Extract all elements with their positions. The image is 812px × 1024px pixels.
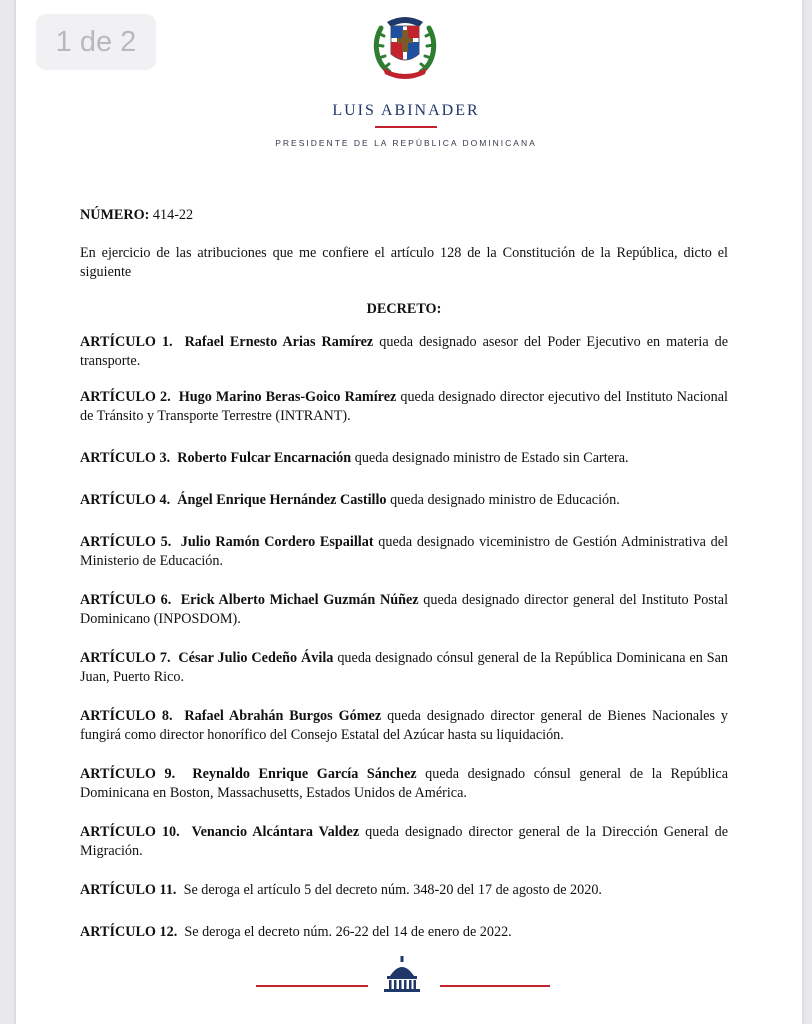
article-12 xyxy=(80,923,728,942)
article-label: ARTÍCULO 3. xyxy=(80,450,171,466)
article-text: queda designado director ejecutivo del Instituto Nacional de Tránsito y Transporte Terrestre (INTRANT). xyxy=(80,389,728,424)
article-11 xyxy=(80,881,728,900)
decree-heading: DECRETO: xyxy=(366,301,442,317)
article-appointee: Rafael Abrahán Burgos Gómez xyxy=(184,708,382,724)
article-label: ARTÍCULO 1. xyxy=(80,334,173,350)
article-appointee: César Julio Cedeño Ávila xyxy=(178,650,334,666)
president-name: LUIS ABINADER xyxy=(332,102,480,119)
article-appointee: Julio Ramón Cordero Espaillat xyxy=(180,534,374,550)
article-appointee: Hugo Marino Beras-Goico Ramírez xyxy=(178,389,397,405)
coat-of-arms-icon xyxy=(371,10,439,80)
decree-number xyxy=(80,206,728,225)
article-text: queda designado cónsul general de la República Dominicana en San Juan, Puerto Rico. xyxy=(80,650,729,685)
article-label: ARTÍCULO 4. xyxy=(80,492,171,508)
article-text: queda designado director general de Bienes Nacionales y fungirá como director honorífico del Consejo Estatal del Azúcar hasta su liquidación. xyxy=(80,708,729,743)
article-label: ARTÍCULO 12. xyxy=(80,924,178,940)
decree-body xyxy=(80,206,728,942)
article-3 xyxy=(80,449,728,468)
article-text: queda designado ministro de Estado sin Cartera. xyxy=(354,450,629,466)
page-indicator: 1 de 2 xyxy=(36,14,156,70)
article-label: ARTÍCULO 6. xyxy=(80,592,172,608)
article-5 xyxy=(80,533,728,571)
decree-number-label: NÚMERO: xyxy=(80,207,150,223)
palace-dome-icon xyxy=(380,954,424,994)
article-appointee: Reynaldo Enrique García Sánchez xyxy=(192,766,417,782)
decree-intro: En ejercicio de las atribuciones que me confiere el artículo 128 de la Constitución de la República, dicto el siguiente xyxy=(80,245,728,280)
article-7 xyxy=(80,649,728,687)
letterhead-rule xyxy=(375,126,437,128)
article-1 xyxy=(80,333,728,371)
article-4 xyxy=(80,491,728,510)
article-text: queda designado ministro de Educación. xyxy=(390,492,620,508)
article-appointee: Erick Alberto Michael Guzmán Núñez xyxy=(180,592,419,608)
article-6 xyxy=(80,591,728,629)
article-label: ARTÍCULO 11. xyxy=(80,882,177,898)
article-2 xyxy=(80,388,728,426)
article-text: Se deroga el artículo 5 del decreto núm. 348-20 del 17 de agosto de 2020. xyxy=(183,882,602,898)
article-text: queda designado asesor del Poder Ejecutivo en materia de transporte. xyxy=(80,334,729,369)
article-text: queda designado director general del Instituto Postal Dominicano (INPOSDOM). xyxy=(80,592,729,627)
article-8 xyxy=(80,707,728,745)
article-label: ARTÍCULO 8. xyxy=(80,708,173,724)
article-appointee: Roberto Fulcar Encarnación xyxy=(177,450,352,466)
article-label: ARTÍCULO 5. xyxy=(80,534,172,550)
article-text: queda designado viceministro de Gestión Administrativa del Ministerio de Educación. xyxy=(80,534,729,569)
article-label: ARTÍCULO 2. xyxy=(80,389,171,405)
decree-number-value: 414-22 xyxy=(152,207,194,223)
article-10 xyxy=(80,823,728,861)
article-9 xyxy=(80,765,728,803)
article-appointee: Rafael Ernesto Arias Ramírez xyxy=(184,334,374,350)
president-title: PRESIDENTE DE LA REPÚBLICA DOMINICANA xyxy=(275,138,537,148)
article-text: queda designado cónsul general de la República Dominicana en Boston, Massachusetts, Estados Unidos de América. xyxy=(80,766,729,801)
article-label: ARTÍCULO 10. xyxy=(80,824,180,840)
article-appointee: Venancio Alcántara Valdez xyxy=(191,824,360,840)
footer-rule-left xyxy=(256,985,368,987)
article-label: ARTÍCULO 7. xyxy=(80,650,171,666)
footer-rule-right xyxy=(440,985,550,987)
article-text: Se deroga el decreto núm. 26-22 del 14 de enero de 2022. xyxy=(184,924,512,940)
article-label: ARTÍCULO 9. xyxy=(80,766,176,782)
article-text: queda designado director general de la Dirección General de Migración. xyxy=(80,824,729,859)
article-appointee: Ángel Enrique Hernández Castillo xyxy=(177,492,387,508)
